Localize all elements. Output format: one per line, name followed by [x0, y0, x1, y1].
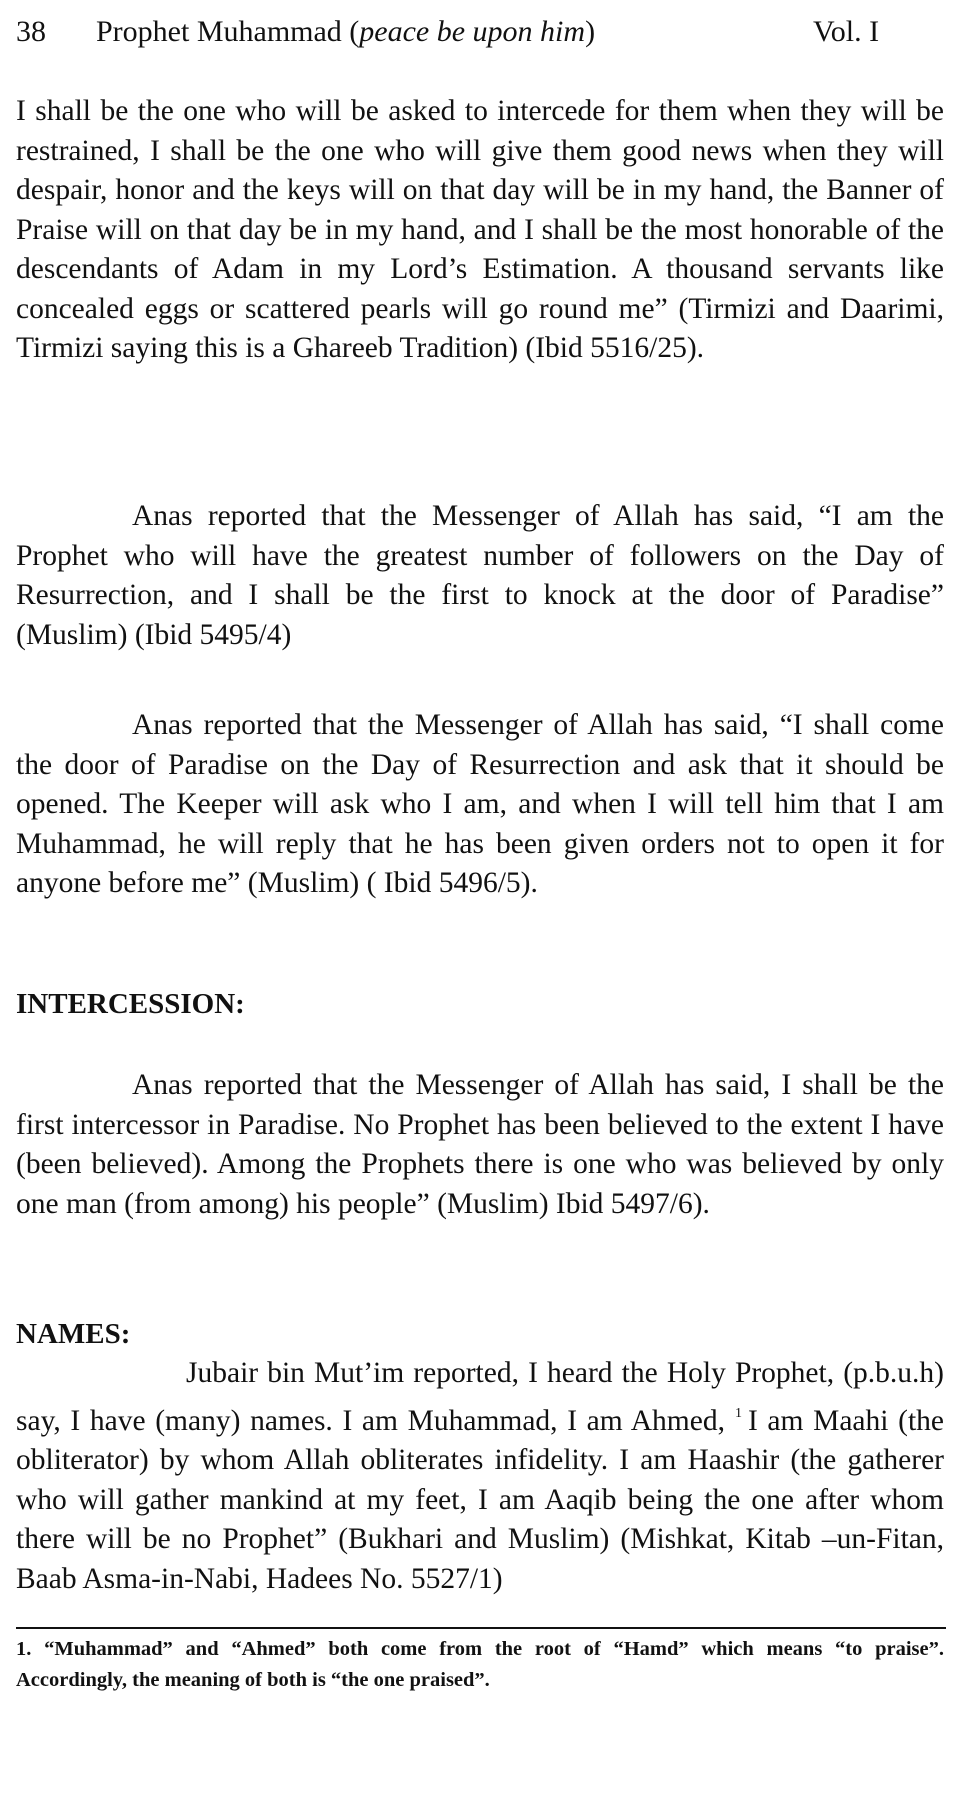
paragraph-5-start: Jubair bin Mut’im reported, I heard the Holy Prophet, (p.b.u.h) say, I have (many) names. I am Muhammad, I am Ahmed,	[16, 1357, 944, 1437]
book-title-close: )	[585, 15, 596, 48]
paragraph-3: Anas reported that the Messenger of Allah has said, “I shall come the door of Paradise on the Day of Resurrection and ask that it should be opened. The Keeper will ask who I am, and when I will tell him that I am Muhammad, he will reply that he has been given orders not to open it for anyone before me” (Muslim) ( Ibid 5496/5).	[16, 709, 944, 899]
book-title	[96, 12, 595, 52]
footnote-divider	[16, 1627, 946, 1629]
paragraph-5-end: I am Maahi (the obliterator) by whom Allah obliterates infidelity. I am Haashir (the gatherer who will gather mankind at my feet, I am Aaqib being the one after whom there will be no Prophet” (Bukhari and Muslim) (Mishkat, Kitab –un-Fitan, Baab Asma-in-Nabi, Hadees No. 5527/1)	[16, 1404, 944, 1595]
footnote-1: 1. “Muhammad” and “Ahmed” both come from the root of “Hamd” which means “to praise”. Accordingly, the meaning of both is “the one praised”.	[16, 1638, 944, 1691]
footnote-reference: 1	[734, 1405, 742, 1421]
book-title-main: Prophet Muhammad (	[96, 15, 360, 48]
heading-intercession: INTERCESSION:	[16, 988, 245, 1020]
paragraph-4: Anas reported that the Messenger of Allah has said, I shall be the first intercessor in Paradise. No Prophet has been believed to the extent I have (been believed). Among the Prophets there is one who was believed by only one man (from among) his people” (Muslim) Ibid 5497/6).	[16, 1069, 944, 1220]
volume-label: Vol. I	[813, 15, 880, 48]
page-header	[16, 12, 944, 52]
paragraph-2: Anas reported that the Messenger of Allah has said, “I am the Prophet who will have the greatest number of followers on the Day of Resurrection, and I shall be the first to knock at the door of Paradise” (Muslim) (Ibid 5495/4)	[16, 500, 944, 651]
book-title-italic: peace be upon him	[359, 15, 586, 48]
heading-names: NAMES:	[16, 1318, 131, 1350]
paragraph-1: I shall be the one who will be asked to intercede for them when they will be restrained, I shall be the one who will give them good news when they will despair, honor and the keys will on that day will be in my hand, the Banner of Praise will on that day be in my hand, and I shall be the most honorable of the descendants of Adam in my Lord’s Estimation. A thousand servants like concealed eggs or scattered pearls will go round me” (Tirmizi and Daarimi, Tirmizi saying this is a Ghareeb Tradition) (Ibid 5516/25).	[16, 95, 944, 364]
paragraph-5	[16, 1354, 944, 1599]
page-number: 38	[16, 15, 46, 48]
